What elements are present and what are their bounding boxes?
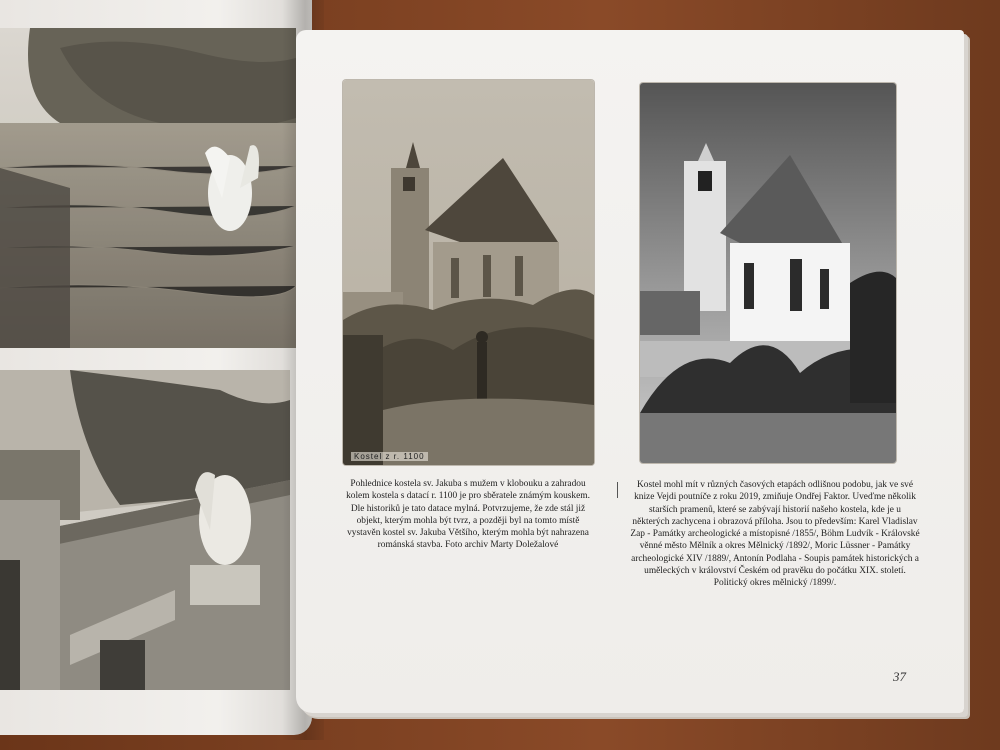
photo-flooded-cemetery — [0, 28, 296, 348]
caption-postcard: Pohlednice kostela sv. Jakuba s mužem v klobouku a zahradou kolem kostela s datací r. 1100 je pro sběratele známým kouskem. Dle historiků je tato datace mylná. Potvrzujeme, že zde stál již objekt, kterým mohla být tvrz, a později byl na tomto místě vystavěn kostel sv. Jakuba Většího, kterým mohla být nahrazena románská stavba. Foto archiv Marty Doležalové — [346, 479, 590, 551]
photo-postcard-label: Kostel z r. 1100 — [351, 452, 428, 461]
photo-cemetery-angel — [0, 370, 290, 690]
photo-church-today — [640, 83, 896, 463]
page-number: 37 — [893, 669, 906, 684]
caption-church-history: Kostel mohl mít v různých časových etapách odlišnou podobu, jak ve své knize Vejdi poutníče z roku 2019, zmiňuje Ondřej Faktor. Uveďme několik starších pramenů, které se zabývají historií našeho kostela, kde je u některých zachycena i obrazová příloha. Jsou to především: Karel Vladislav Zap - Památky archeologické a místopisné /1855/, Böhm Ludvík - Královské věnné město Mělník a okres Mělnický /1892/, Moric Lüssner - Památky archeologické XIV /1889/, Antonín Podlaha - Soupis památek historických a uměleckých v království Českém od pravěku do počátku XIX. století. Politický okres mělnický /1899/. — [630, 480, 920, 589]
caption-divider — [617, 482, 618, 498]
photo-postcard-church — [343, 80, 594, 465]
left-page — [0, 0, 312, 735]
